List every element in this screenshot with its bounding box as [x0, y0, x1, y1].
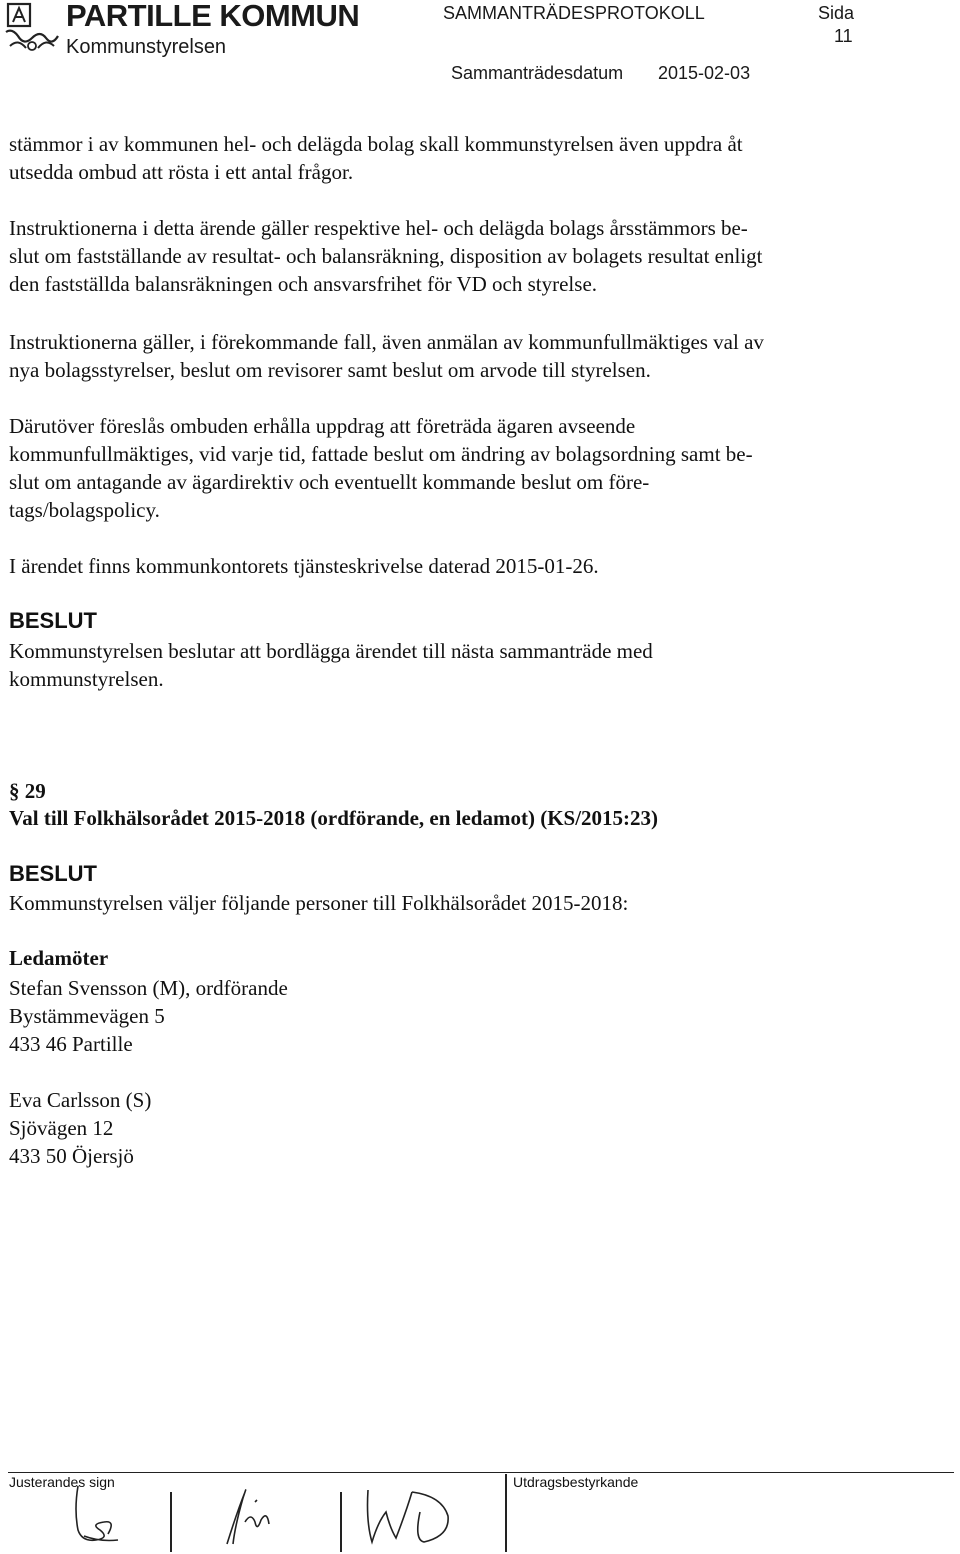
paragraph-darutover [9, 412, 861, 524]
text-line: den fastställda balansräkningen och ansvarsfrihet för VD och styrelse. [9, 272, 598, 296]
text-line: stämmor i av kommunen hel- och delägda bolag skall kommunstyrelsen även uppdra åt [9, 132, 743, 156]
member-name: Eva Carlsson (S) [9, 1088, 152, 1112]
members-heading: Ledamöter [9, 946, 109, 970]
paragraph-instruktionerna-galler [9, 328, 861, 384]
justerandes-sign-label: Justerandes sign [9, 1474, 115, 1490]
member-entry [9, 974, 861, 1058]
paragraph-stammor [9, 130, 861, 186]
document-type: SAMMANTRÄDESPROTOKOLL [443, 3, 705, 23]
text-line: slut om antagande av ägardirektiv och eventuellt kommande beslut om före- [9, 470, 650, 494]
text-line: kommunfullmäktiges, vid varje tid, fattade beslut om ändring av bolagsordning samt be- [9, 442, 753, 466]
text-line: I ärendet finns kommunkontorets tjänsteskrivelse daterad 2015-01-26. [9, 554, 599, 578]
text-line: nya bolagsstyrelser, beslut om revisorer samt beslut om arvode till styrelsen. [9, 358, 651, 382]
signature-2-icon [215, 1482, 295, 1552]
page-number: 11 [834, 26, 853, 46]
text-line: Kommunstyrelsen väljer följande personer till Folkhälsorådet 2015-2018: [9, 891, 629, 915]
text-line: utsedda ombud att rösta i ett antal frågor. [9, 160, 354, 184]
text-line: kommunstyrelsen. [9, 667, 164, 691]
member-name: Stefan Svensson (M), ordförande [9, 976, 288, 1000]
coat-of-arms-icon [4, 2, 60, 54]
section-title: Val till Folkhälsorådet 2015-2018 (ordförande, en ledamot) (KS/2015:23) [9, 806, 659, 830]
text-line: slut om fastställande av resultat- och balansräkning, disposition av bolagets resultat enligt [9, 244, 763, 268]
member-entry [9, 1086, 861, 1170]
organization-name: PARTILLE KOMMUN [66, 0, 360, 33]
text-line: Därutöver föreslås ombuden erhålla uppdrag att företräda ägaren avseende [9, 414, 636, 438]
text-line: Kommunstyrelsen beslutar att bordlägga ärendet till nästa sammanträde med [9, 639, 653, 663]
page-label: Sida [818, 3, 855, 23]
meeting-date-label: Sammanträdesdatum [451, 63, 624, 83]
paragraph-tjansteskrivelse [9, 552, 861, 580]
member-street: Sjövägen 12 [9, 1116, 114, 1140]
signature-divider [170, 1492, 172, 1552]
footer-divider [8, 1472, 954, 1473]
section-number: § 29 [9, 779, 46, 803]
signature-divider [505, 1474, 507, 1552]
text-line: Instruktionerna gäller, i förekommande fall, även anmälan av kommunfullmäktiges val av [9, 330, 764, 354]
signature-divider [340, 1492, 342, 1552]
beslut-heading: BESLUT [9, 608, 97, 633]
beslut-text [9, 889, 861, 917]
beslut-heading: BESLUT [9, 861, 97, 886]
member-street: Bystämmevägen 5 [9, 1004, 165, 1028]
member-postal: 433 50 Öjersjö [9, 1144, 134, 1168]
signature-3-icon [362, 1482, 472, 1552]
meeting-date-value: 2015-02-03 [658, 63, 751, 83]
utdragsbestyrkande-label: Utdragsbestyrkande [513, 1474, 639, 1490]
signature-1-icon [60, 1480, 160, 1552]
text-line: tags/bolagspolicy. [9, 498, 160, 522]
text-line: Instruktionerna i detta ärende gäller respektive hel- och delägda bolags årsstämmors be- [9, 216, 748, 240]
paragraph-instruktionerna-arende [9, 214, 861, 298]
beslut-text [9, 637, 861, 693]
organization-unit: Kommunstyrelsen [66, 36, 227, 58]
member-postal: 433 46 Partille [9, 1032, 133, 1056]
